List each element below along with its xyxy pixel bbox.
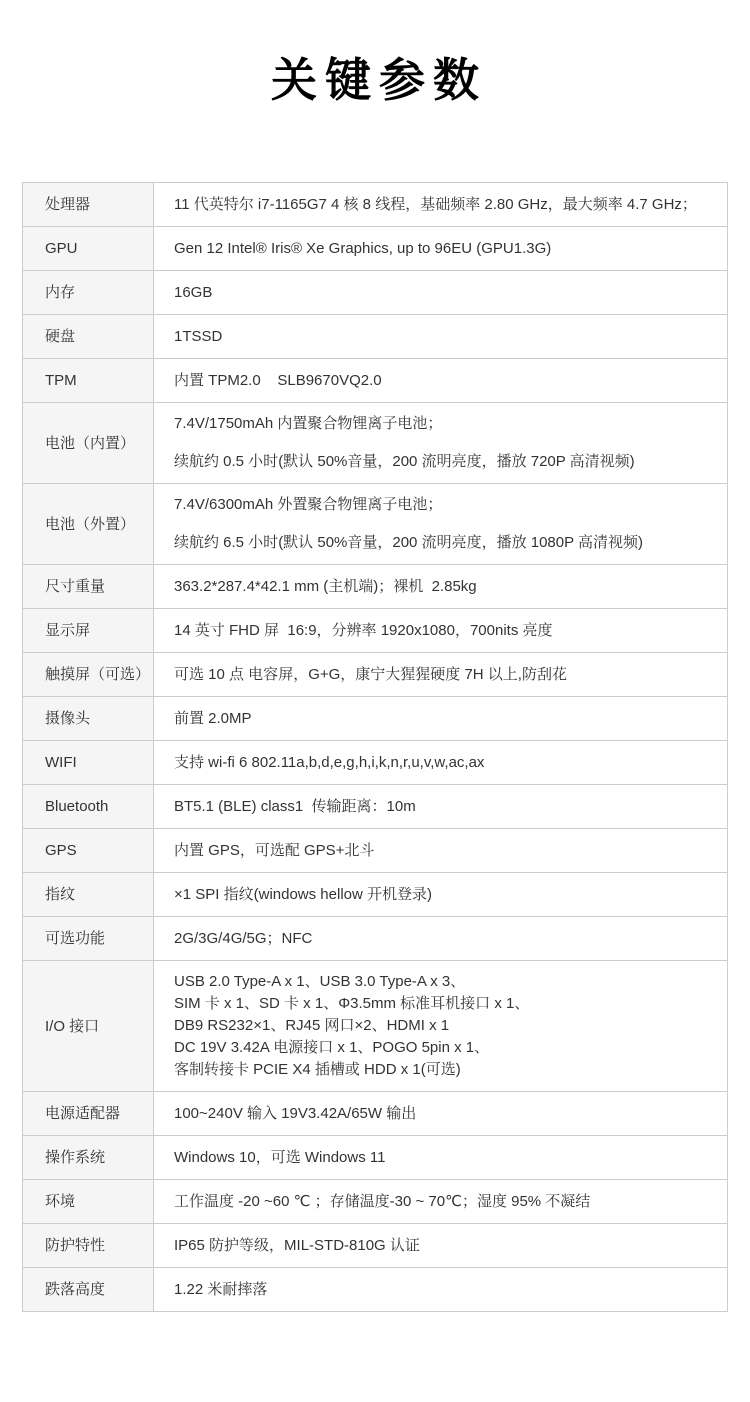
spec-value-line: 工作温度 -20 ~60 ℃ ；存储温度-30 ~ 70℃；湿度 95% 不凝结 xyxy=(174,1192,591,1210)
table-row xyxy=(23,183,728,227)
spec-value xyxy=(154,1136,728,1180)
spec-label: 内存 xyxy=(23,271,154,315)
spec-label: 触摸屏（可选） xyxy=(23,653,154,697)
spec-value-lines xyxy=(174,708,711,730)
spec-value-lines xyxy=(174,238,711,260)
spec-value xyxy=(154,653,728,697)
spec-label: 环境 xyxy=(23,1180,154,1224)
spec-value-line: 100~240V 输入 19V3.42A/65W 输出 xyxy=(174,1104,417,1122)
table-row xyxy=(23,785,728,829)
spec-value xyxy=(154,785,728,829)
spec-value-line: 续航约 6.5 小时(默认 50%音量，200 流明亮度，播放 1080P 高清视频) xyxy=(174,534,644,551)
spec-value xyxy=(154,359,728,403)
spec-value-lines xyxy=(174,884,711,906)
spec-value xyxy=(154,403,728,484)
spec-value-line: 内置 TPM2.0 SLB9670VQ2.0 xyxy=(174,371,382,389)
table-row xyxy=(23,359,728,403)
table-row xyxy=(23,227,728,271)
spec-value-line: 363.2*287.4*42.1 mm (主机端)；裸机 2.85kg xyxy=(174,577,477,595)
spec-value-lines xyxy=(174,971,711,1081)
spec-label: 处理器 xyxy=(23,183,154,227)
spec-value-lines xyxy=(174,576,711,598)
spec-value xyxy=(154,1092,728,1136)
spec-value-line: 客制转接卡 PCIE X4 插槽或 HDD x 1(可选) xyxy=(174,1061,461,1078)
spec-label: 指纹 xyxy=(23,873,154,917)
spec-value-line: 7.4V/6300mAh 外置聚合物锂离子电池； xyxy=(174,496,443,513)
table-row xyxy=(23,741,728,785)
spec-value-line: USB 2.0 Type-A x 1、USB 3.0 Type-A x 3、 xyxy=(174,973,466,990)
spec-value-line: ×1 SPI 指纹(windows hellow 开机登录) xyxy=(174,885,432,903)
spec-value-lines xyxy=(174,326,711,348)
spec-table-body xyxy=(23,183,728,1312)
spec-value xyxy=(154,917,728,961)
spec-value-lines xyxy=(174,413,711,473)
spec-value xyxy=(154,565,728,609)
spec-value-line: Windows 10，可选 Windows 11 xyxy=(174,1148,386,1166)
spec-value-line: 可选 10 点 电容屏，G+G，康宁大猩猩硬度 7H 以上,防刮花 xyxy=(174,665,567,683)
spec-value-lines xyxy=(174,194,711,216)
spec-label: WIFI xyxy=(23,741,154,785)
spec-value-line: 续航约 0.5 小时(默认 50%音量，200 流明亮度，播放 720P 高清视频) xyxy=(174,453,635,470)
spec-label: 硬盘 xyxy=(23,315,154,359)
spec-value-line: 支持 wi-fi 6 802.11a,b,d,e,g,h,i,k,n,r,u,v,w,ac,ax xyxy=(174,753,485,771)
spec-value-lines xyxy=(174,494,711,554)
table-row xyxy=(23,697,728,741)
spec-value-lines xyxy=(174,1279,711,1301)
spec-label: GPU xyxy=(23,227,154,271)
spec-label: 显示屏 xyxy=(23,609,154,653)
spec-value-lines xyxy=(174,1103,711,1125)
spec-value-line: Gen 12 Intel® Iris® Xe Graphics, up to 96EU (GPU1.3G) xyxy=(174,239,552,257)
table-row xyxy=(23,403,728,484)
spec-value xyxy=(154,873,728,917)
spec-value-lines xyxy=(174,1191,711,1213)
table-row xyxy=(23,873,728,917)
spec-value-lines xyxy=(174,282,711,304)
spec-value-lines xyxy=(174,752,711,774)
spec-label: TPM xyxy=(23,359,154,403)
spec-label: Bluetooth xyxy=(23,785,154,829)
spec-value xyxy=(154,829,728,873)
spec-value-lines xyxy=(174,796,711,818)
spec-label: GPS xyxy=(23,829,154,873)
spec-value xyxy=(154,315,728,359)
table-row xyxy=(23,961,728,1092)
table-row xyxy=(23,609,728,653)
spec-value-line: 14 英寸 FHD 屏 16:9，分辨率 1920x1080，700nits 亮度 xyxy=(174,621,553,639)
spec-value xyxy=(154,1268,728,1312)
spec-value-line: 11 代英特尔 i7-1165G7 4 核 8 线程，基础频率 2.80 GHz，最大频率 4.7 GHz； xyxy=(174,195,697,213)
table-row xyxy=(23,917,728,961)
spec-value-lines xyxy=(174,928,711,950)
spec-value-line: DC 19V 3.42A 电源接口 x 1、POGO 5pin x 1、 xyxy=(174,1039,490,1056)
spec-label: 跌落高度 xyxy=(23,1268,154,1312)
spec-value-line: 2G/3G/4G/5G；NFC xyxy=(174,929,313,947)
spec-value xyxy=(154,484,728,565)
spec-value-line: 7.4V/1750mAh 内置聚合物锂离子电池； xyxy=(174,415,443,432)
table-row xyxy=(23,484,728,565)
spec-value-line: DB9 RS232×1、RJ45 网口×2、HDMI x 1 xyxy=(174,1017,450,1034)
table-row xyxy=(23,1224,728,1268)
table-row xyxy=(23,1268,728,1312)
spec-value xyxy=(154,1224,728,1268)
spec-value-lines xyxy=(174,370,711,392)
spec-value xyxy=(154,183,728,227)
table-row xyxy=(23,271,728,315)
table-row xyxy=(23,1136,728,1180)
table-row xyxy=(23,565,728,609)
spec-label: 电池（外置） xyxy=(23,484,154,565)
spec-value-line: 1TSSD xyxy=(174,327,223,345)
spec-table xyxy=(22,182,728,1312)
spec-label: 防护特性 xyxy=(23,1224,154,1268)
table-row xyxy=(23,1092,728,1136)
spec-value-line: 1.22 米耐摔落 xyxy=(174,1280,268,1298)
spec-value-line: SIM 卡 x 1、SD 卡 x 1、Φ3.5mm 标准耳机接口 x 1、 xyxy=(174,995,530,1012)
spec-value-lines xyxy=(174,664,711,686)
spec-value-line: 内置 GPS，可选配 GPS+北斗 xyxy=(174,841,375,859)
spec-value-lines xyxy=(174,1147,711,1169)
spec-label: 电池（内置） xyxy=(23,403,154,484)
table-row xyxy=(23,653,728,697)
spec-value-line: BT5.1 (BLE) class1 传输距离：10m xyxy=(174,797,416,815)
spec-label: 可选功能 xyxy=(23,917,154,961)
table-row xyxy=(23,315,728,359)
spec-value xyxy=(154,697,728,741)
spec-value xyxy=(154,961,728,1092)
spec-value-line: 前置 2.0MP xyxy=(174,709,252,727)
table-row xyxy=(23,1180,728,1224)
spec-value xyxy=(154,227,728,271)
spec-label: 尺寸重量 xyxy=(23,565,154,609)
spec-value xyxy=(154,1180,728,1224)
spec-label: 电源适配器 xyxy=(23,1092,154,1136)
spec-value-lines xyxy=(174,840,711,862)
spec-label: I/O 接口 xyxy=(23,961,154,1092)
spec-value-line: IP65 防护等级，MIL-STD-810G 认证 xyxy=(174,1236,420,1254)
page-title: 关键参数 xyxy=(271,54,487,106)
spec-value xyxy=(154,741,728,785)
spec-label: 摄像头 xyxy=(23,697,154,741)
spec-value-lines xyxy=(174,1235,711,1257)
spec-value xyxy=(154,271,728,315)
spec-value-line: 16GB xyxy=(174,283,213,301)
spec-value-lines xyxy=(174,620,711,642)
table-row xyxy=(23,829,728,873)
spec-value xyxy=(154,609,728,653)
spec-label: 操作系统 xyxy=(23,1136,154,1180)
